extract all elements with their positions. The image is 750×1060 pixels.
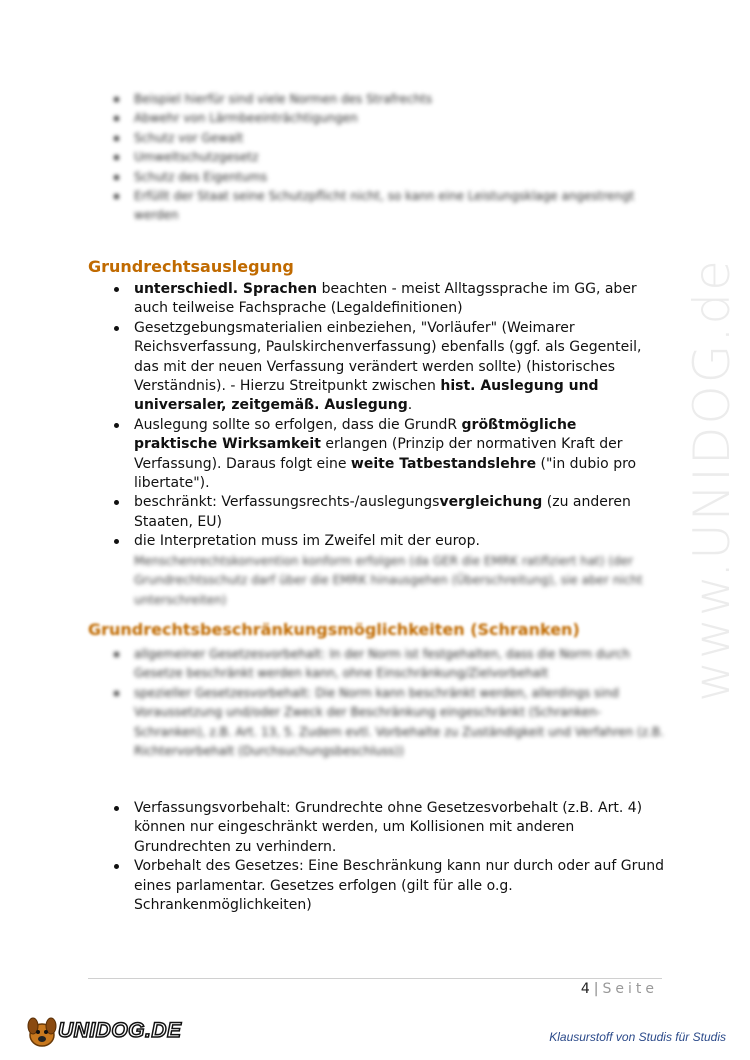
item-text: die Interpretation muss im Zweifel mit der europ. [134,533,480,550]
list-item [134,532,664,610]
bullet-icon [114,423,119,428]
bold-term: unterschiedl. Sprachen [134,281,318,297]
bullet-icon [114,97,119,102]
list-item: Schutz des Eigentums [134,168,654,187]
item-text: Vorbehalt des Gesetzes: Eine Beschränkung kann nur durch oder auf Grund eines parlamentar. Gesetzes erfolgen (gilt für alle o.g. Schrankenmöglichkeiten) [134,858,664,914]
item-text: Auslegung sollte so erfolgen, dass die GrundR [134,416,462,433]
section-heading-grundrechtsauslegung: Grundrechtsauslegung [88,257,294,276]
item-text: beachten - meist Alltagssprache im GG, aber auch teilweise Fachsprache (Legaldefinitionen) [134,281,637,317]
bullet-icon [114,864,119,869]
logo-text: UNIDOG.DE [58,1019,182,1042]
page-separator: | [593,981,599,997]
bold-term: weite Tatbestandslehre [350,455,537,472]
list-item [134,857,664,915]
list-item: Abwehr von Lärmbeeinträchtigungen [134,109,654,128]
bullet-icon [114,116,119,121]
list-item: Erfüllt der Staat seine Schutzpflicht nicht, so kann eine Leistungsklage angestrengt werden [134,187,654,226]
section-heading-schranken: Grundrechtsbeschränkungsmöglichkeiten (Schranken) [88,620,580,639]
top-blurred-list [134,90,654,226]
list-item [134,416,664,494]
bullet-icon [114,652,119,657]
schranken-blurred-list [134,645,664,761]
bullet-icon [114,287,119,292]
bold-term: hist. Auslegung und universaler, zeitgemäß. Auslegung [134,378,599,414]
item-text: (zu anderen Staaten, EU) [134,494,631,530]
bold-term: vergleichung [439,494,543,511]
list-item: Umweltschutzgesetz [134,148,654,167]
watermark: www.UNIDOG.de [683,258,741,702]
dog-icon [22,1010,62,1050]
list-item: allgemeiner Gesetzesvorbehalt: In der Norm ist festgehalten, dass die Norm durch Gesetze beschränkt werden kann, ohne Einschränkung/Zielvorbehalt [134,645,664,684]
item-text: Gesetzgebungsmaterialien einbeziehen, "Vorläufer" (Weimarer Reichsverfassung, Paulskirchenverfassung) ebenfalls (ggf. als Gegenteil, das mit der neuen Verfassung verändert werden sollte) (historisches Verständnis). - Hierzu Streitpunkt zwischen [134,319,642,395]
footer-divider [88,978,662,979]
list-item [134,319,664,416]
bullet-icon [114,539,119,544]
bold-term: größtmögliche praktische Wirksamkeit [134,416,577,453]
list-item [134,493,664,532]
item-text: . [407,397,413,414]
page-number-value: 4 [580,981,590,997]
item-text: ("in dubio pro libertate"). [134,455,637,492]
bullet-icon [114,136,119,141]
item-text: Verfassungsvorbehalt: Grundrechte ohne Gesetzesvorbehalt (z.B. Art. 4) können nur eingeschränkt werden, um Kollisionen mit anderen Grundrechten zu verhindern. [134,800,643,855]
bullet-icon [114,155,119,160]
bullet-icon [114,806,119,811]
bullet-icon [114,175,119,180]
schranken-list [134,799,664,915]
page-number [581,981,658,997]
unidog-logo [22,1010,202,1050]
auslegung-list [134,280,664,610]
list-item: spezieller Gesetzesvorbehalt: Die Norm kann beschränkt werden, allerdings sind Voraussetzung und/oder Zweck der Beschränkung eingeschränkt (Schranken-Schranken), z.B. Art. 13, 5. Zudem evtl. Vorbehalte zu Zuständigkeit und Verfahren (z.B. Richtervorbehalt (Durchsuchungsbeschluss)) [134,684,664,762]
bullet-icon [114,691,119,696]
list-item [134,280,664,319]
page-word: Seite [602,981,658,997]
bullet-icon [114,500,119,505]
list-item: Schutz vor Gewalt [134,129,654,148]
bullet-icon [114,194,119,199]
bullet-icon [114,326,119,331]
item-text: beschränkt: Verfassungsrechts-/auslegungs [134,494,440,511]
item-text: erlangen (Prinzip der normativen Kraft der Verfassung). Daraus folgt eine [134,436,623,472]
footer-tagline: Klausurstoff von Studis für Studis [549,1030,726,1044]
list-item [134,799,664,857]
list-item: Beispiel hierfür sind viele Normen des Strafrechts [134,90,654,109]
blurred-text: Menschenrechtskonvention konform erfolgen (da GER die EMRK ratifiziert hat) (der Grundrechtsschutz darf über die EMRK hinausgehen (Überschreitung), sie aber nicht unterschreiten) [134,553,643,607]
